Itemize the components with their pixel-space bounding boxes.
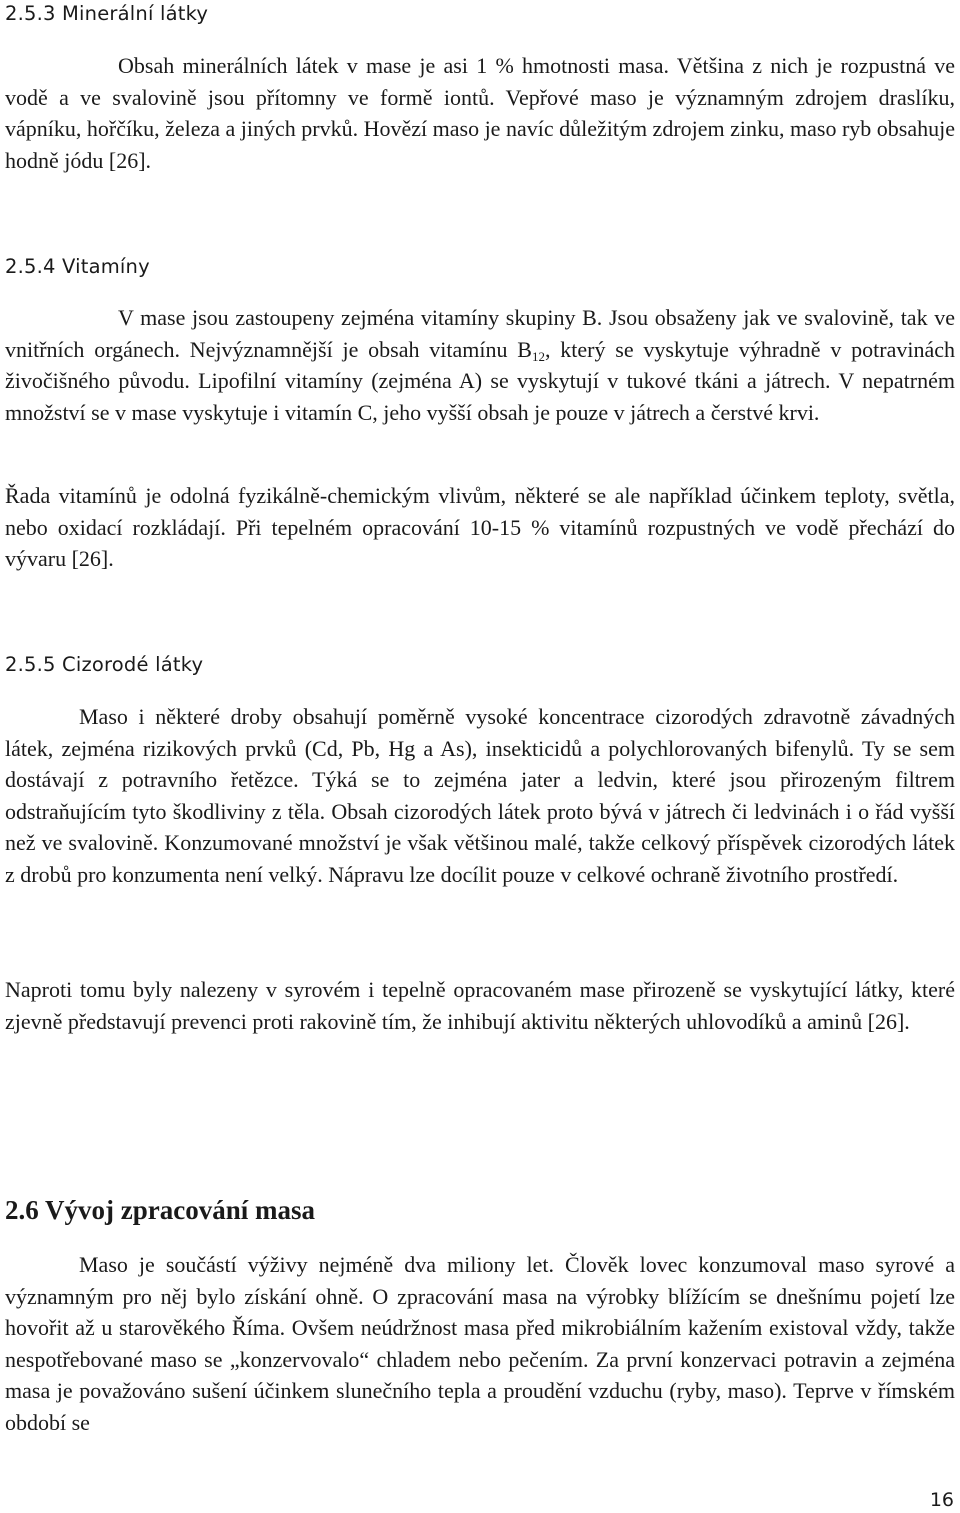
paragraph-vitamins-1: [5, 302, 955, 428]
section-heading-minerals: 2.5.3 Minerální látky: [5, 2, 209, 25]
paragraph-vitamins-2: Řada vitamínů je odolná fyzikálně-chemickým vlivům, některé se ale například účinkem teploty, světla, nebo oxidací rozkládají. Při tepelném opracování 10-15 % vitamínů rozpustných ve vodě přechází do vývaru [26].: [5, 483, 955, 572]
paragraph-foreign-substances-1: Maso i některé droby obsahují poměrně vysoké koncentrace cizorodých zdravotně závadných látek, zejména rizikových prvků (Cd, Pb, Hg a As), insekticidů a polychlorovaných bifenylů. Ty se sem dostávají z potravního řetězce. Týká se to zejména jater a ledvin, které jsou přirozeným filtrem odstraňujícím tyto škodliviny z těla. Obsah cizorodých látek proto bývá v játrech či ledvinách i o řád vyšší než ve svalovině. Konzumované množství je však většinou malé, takže celkový příspěvek cizorodých látek z drobů pro konzumenta není velký. Nápravu lze docílit pouze v celkové ochraně životního prostředí.: [5, 704, 955, 887]
section-heading-vitamins: 2.5.4 Vitamíny: [5, 255, 150, 278]
vitamins-text-a: V mase jsou zastoupeny zejména vitamíny skupiny B. Jsou obsaženy jak ve svalovině, tak ve vnitřních orgánech. Nejvýznamnější je obsah vitamínu B: [5, 305, 955, 362]
paragraph-minerals: Obsah minerálních látek v mase je asi 1 % hmotnosti masa. Většina z nich je rozpustná ve vodě a ve svalovině jsou přítomny ve formě iontů. Vepřové maso je významným zdrojem draslíku, vápníku, hořčíku, železa a jiných prvků. Hovězí maso je navíc důležitým zdrojem zinku, maso ryb obsahuje hodně jódu [26].: [5, 53, 955, 173]
section-heading-meat-processing: 2.6 Vývoj zpracování masa: [5, 1195, 315, 1225]
paragraph-meat-processing: Maso je součástí výživy nejméně dva miliony let. Člověk lovec konzumoval maso syrové a významným pro něj bylo získání ohně. O zpracování masa na výrobky blížícím se dnešnímu pojetí lze hovořit až u starověkého Říma. Ovšem neúdržnost masa před mikrobiálním kažením existoval vždy, takže nespotřebované maso se „konzervovalo“ chladem nebo pečením. Za první konzervaci potravin a zejména masa je považováno sušení účinkem slunečního tepla a proudění vzduchu (ryby, maso). Teprve v římském období se: [5, 1252, 955, 1435]
page-number: 16: [929, 1489, 954, 1511]
vitamin-b12-subscript: 12: [531, 348, 545, 364]
paragraph-foreign-substances-2: Naproti tomu byly nalezeny v syrovém i tepelně opracovaném mase přirozeně se vyskytující látky, které zjevně představují prevenci proti rakovině tím, že inhibují aktivitu některých uhlovodíků a aminů [26].: [5, 977, 955, 1034]
section-heading-foreign-substances: 2.5.5 Cizorodé látky: [5, 653, 204, 676]
vitamins-text-b: , který se vyskytuje výhradně v potravinách živočišného původu. Lipofilní vitamíny (zejména A) se vyskytují v tukové tkáni a játrech. V nepatrném množství se v mase vyskytuje i vitamín C, jeho vyšší obsah je pouze v játrech a čerstvé krvi.: [5, 336, 956, 425]
